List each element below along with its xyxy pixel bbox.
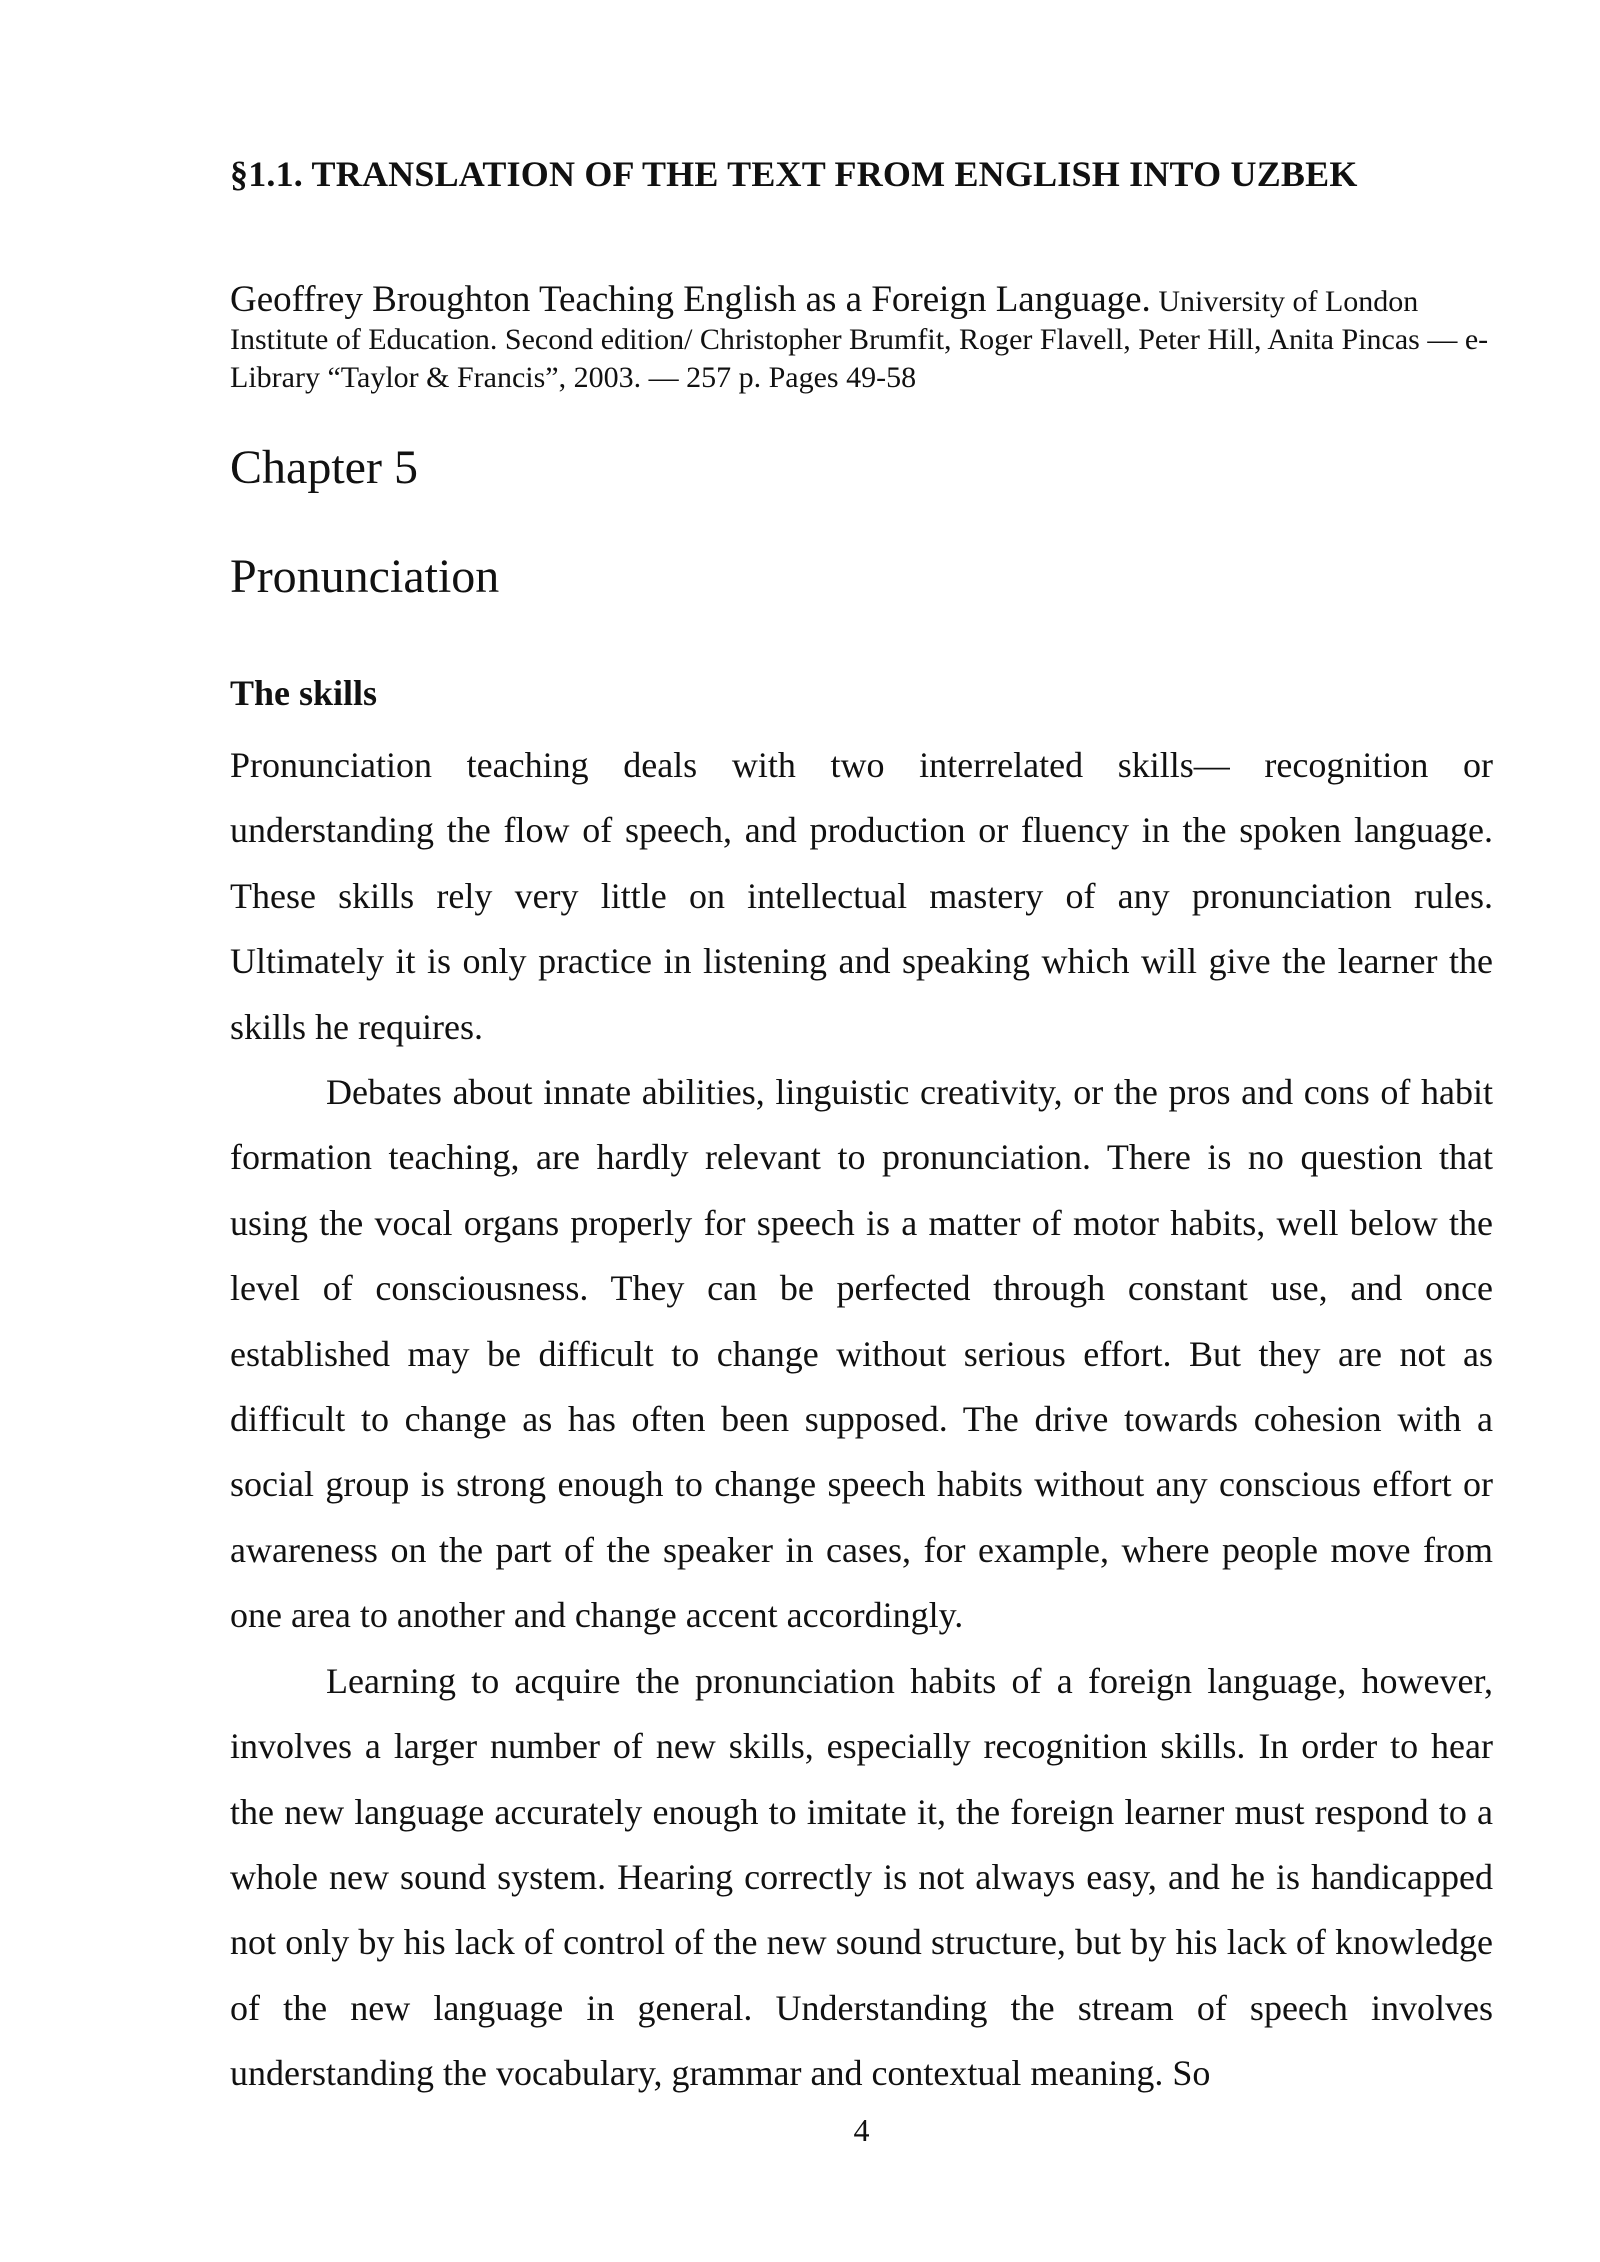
citation (230, 281, 1493, 397)
chapter-number: Chapter 5 (230, 441, 418, 494)
subheading: The skills (230, 673, 378, 713)
paragraph: Debates about innate abilities, linguistic creativity, or the pros and cons of habit formation teaching, are hardly relevant to pronunciation. There is no question that using the vocal organs properly for speech is a matter of motor habits, well below the level of consciousness. They can be perfected through constant use, and once established may be difficult to change without serious effort. But they are not as difficult to change as has often been supposed. The drive towards cohesion with a social group is strong enough to change speech habits without any conscious effort or awareness on the part of the speaker in cases, for example, where people move from one area to another and change accent accordingly. (230, 1072, 1493, 1636)
paragraph: Learning to acquire the pronunciation habits of a foreign language, however, involves a larger number of new skills, especially recognition skills. In order to hear the new language accurately enough to imitate it, the foreign learner must respond to a whole new sound system. Hearing correctly is not always easy, and he is handicapped not only by his lack of control of the new sound structure, but by his lack of knowledge of the new language in general. Understanding the stream of speech involves understanding the vocabulary, grammar and contextual meaning. So (230, 1660, 1493, 2094)
citation-title: Geoffrey Broughton Teaching English as a Foreign Language. (230, 279, 1151, 320)
citation-details: University of London Institute of Education. Second edition/ Christopher Brumfit, Roger Flavell, Peter Hill, Anita Pincas — e-Library “Taylor & Francis”, 2003. — 257 p. Pages 49-58 (230, 285, 1489, 394)
chapter-title: Pronunciation (230, 550, 500, 603)
document-page (230, 0, 1493, 2262)
section-heading: §1.1. TRANSLATION OF THE TEXT FROM ENGLISH INTO UZBEK (230, 154, 1358, 194)
page-number: 4 (853, 2112, 870, 2148)
paragraph: Pronunciation teaching deals with two interrelated skills— recognition or understanding the flow of speech, and production or fluency in the spoken language. These skills rely very little on intellectual mastery of any pronunciation rules. Ultimately it is only practice in listening and speaking which will give the learner the skills he requires. (230, 745, 1493, 1047)
body-text (230, 733, 1493, 2107)
